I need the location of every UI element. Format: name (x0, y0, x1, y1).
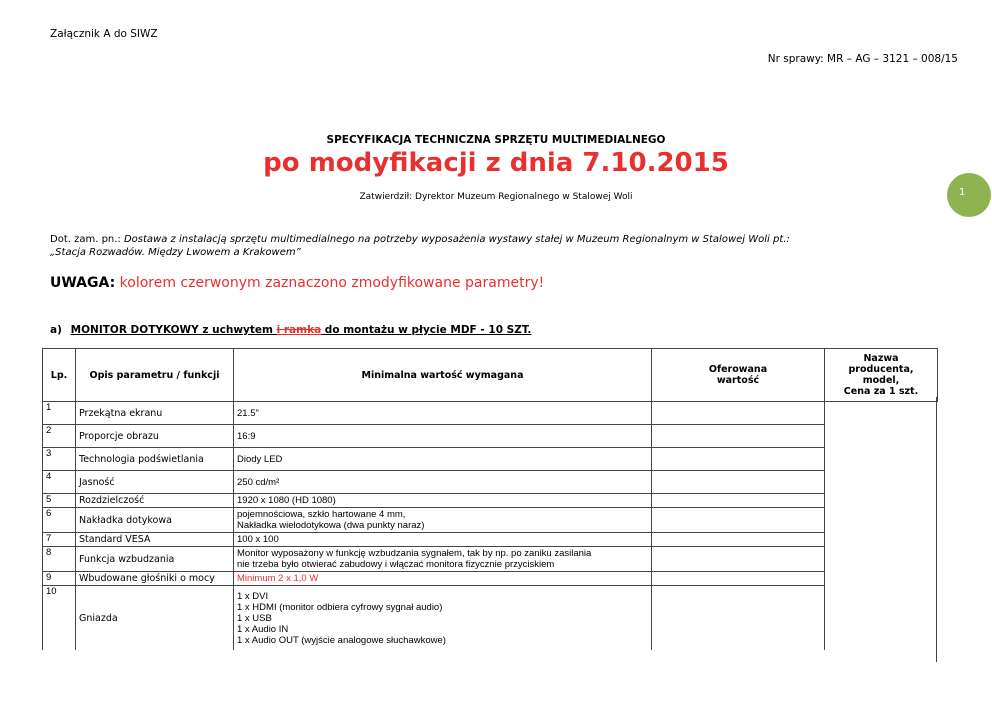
section-heading (50, 324, 531, 336)
row-min-multiline (234, 586, 652, 651)
table-row (43, 586, 938, 651)
header-name-line4: Cena za 1 szt. (843, 386, 919, 397)
row-param: Nakładka dotykowa (76, 508, 234, 533)
header-name-line2: producenta, (848, 364, 914, 375)
table-row (43, 425, 938, 448)
row-lp: 8 (43, 547, 76, 572)
table-row (43, 494, 938, 508)
table-header-row (43, 349, 938, 402)
row-lp: 2 (43, 425, 76, 448)
modification-title: po modyfikacji z dnia 7.10.2015 (263, 148, 729, 178)
row-param: Przekątna ekranu (76, 402, 234, 425)
tender-reference (50, 233, 910, 259)
row-offered-cell[interactable] (652, 471, 825, 494)
note-text: kolorem czerwonym zaznaczono zmodyfikowane parametry! (119, 275, 545, 291)
row-offered-cell[interactable] (652, 586, 825, 651)
row-min-multiline (234, 547, 652, 572)
row-lp: 6 (43, 508, 76, 533)
row-min: 21.5" (234, 402, 652, 425)
row-lp: 1 (43, 402, 76, 425)
modification-note (50, 275, 544, 291)
row-min-line: 1 x Audio IN (237, 623, 289, 635)
table-row (43, 402, 938, 425)
row-offered-cell[interactable] (652, 402, 825, 425)
row-min: 16:9 (234, 425, 652, 448)
row-min-multiline (234, 508, 652, 533)
row-offered-cell[interactable] (652, 547, 825, 572)
spec-title: SPECYFIKACJA TECHNICZNA SPRZĘTU MULTIMEDIALNEGO (326, 134, 666, 146)
row-min-line: 1 x DVI (237, 590, 269, 602)
row-lp: 9 (43, 572, 76, 586)
row-min: 100 x 100 (234, 533, 652, 547)
row-offered-cell[interactable] (652, 494, 825, 508)
header-min: Minimalna wartość wymagana (234, 349, 652, 402)
row-param: Gniazda (76, 586, 234, 651)
header-offered-line2: wartość (716, 375, 760, 386)
table-right-border (936, 397, 937, 662)
row-min-line: Monitor wyposażony w funkcję wzbudzania sygnałem, tak by np. po zaniku zasilania (237, 548, 592, 559)
spec-table (42, 348, 938, 650)
header-lp: Lp. (43, 349, 76, 402)
case-number: Nr sprawy: MR – AG – 3121 – 008/15 (767, 53, 958, 65)
row-param: Rozdzielczość (76, 494, 234, 508)
table-row (43, 572, 938, 586)
row-offered-cell[interactable] (652, 425, 825, 448)
row-min: 250 cd/m² (234, 471, 652, 494)
row-lp: 4 (43, 471, 76, 494)
header-name (825, 349, 938, 402)
row-param: Funkcja wzbudzania (76, 547, 234, 572)
row-min-line: 1 x HDMI (monitor odbiera cyfrowy sygnał audio) (237, 601, 443, 613)
approved-by: Zatwierdził: Dyrektor Muzeum Regionalnego w Stalowej Woli (359, 192, 633, 202)
row-min: 1920 x 1080 (HD 1080) (234, 494, 652, 508)
table-row (43, 448, 938, 471)
header-offered-line1: Oferowana (708, 364, 768, 375)
row-param: Technologia podświetlania (76, 448, 234, 471)
row-offered-cell[interactable] (652, 533, 825, 547)
row-min-line: pojemnościowa, szkło hartowane 4 mm, (237, 509, 406, 520)
table-row (43, 471, 938, 494)
row-lp: 7 (43, 533, 76, 547)
row-offered-cell[interactable] (652, 508, 825, 533)
row-min-line: nie trzeba było otwierać zabudowy i włączać monitora fizycznie przyciskiem (237, 559, 555, 570)
table-row (43, 547, 938, 572)
row-param: Standard VESA (76, 533, 234, 547)
producer-cell[interactable] (825, 402, 938, 651)
section-title-part2: do montażu w płycie MDF - 10 SZT. (321, 324, 532, 336)
row-min-modified: Minimum 2 x 1,0 W (234, 572, 652, 586)
table-row (43, 533, 938, 547)
row-offered-cell[interactable] (652, 572, 825, 586)
section-title-part1: MONITOR DOTYKOWY z uchwytem (70, 324, 277, 336)
row-min: Diody LED (234, 448, 652, 471)
header-name-line1: Nazwa (863, 353, 899, 364)
section-letter: a) (50, 324, 62, 336)
row-lp: 3 (43, 448, 76, 471)
section-title-struck: i ramka (276, 324, 322, 336)
row-param: Wbudowane głośniki o mocy (76, 572, 234, 586)
comment-badge[interactable]: 1 (947, 173, 991, 217)
row-min-line: 1 x USB (237, 612, 272, 624)
tender-prefix: Dot. zam. pn.: (50, 234, 124, 245)
row-offered-cell[interactable] (652, 448, 825, 471)
header-param: Opis parametru / funkcji (76, 349, 234, 402)
tender-title-line2: „Stacja Rozwadów. Między Lwowem a Krakowem” (50, 247, 301, 258)
row-param: Jasność (76, 471, 234, 494)
header-offered (652, 349, 825, 402)
tender-title-line1: Dostawa z instalacją sprzętu multimedialnego na potrzeby wyposażenia wystawy stałej w Muzeum Regionalnym w Stalowej Woli pt.: (123, 234, 790, 245)
row-min-line: 1 x Audio OUT (wyjście analogowe słuchawkowe) (237, 634, 446, 646)
row-param: Proporcje obrazu (76, 425, 234, 448)
row-lp: 10 (43, 586, 76, 651)
table-row (43, 508, 938, 533)
row-min-line: Nakładka wielodotykowa (dwa punkty naraz) (237, 520, 425, 531)
header-name-line3: model, (862, 375, 900, 386)
note-label: UWAGA: (50, 275, 116, 291)
row-lp: 5 (43, 494, 76, 508)
annex-label: Załącznik A do SIWZ (50, 28, 158, 40)
